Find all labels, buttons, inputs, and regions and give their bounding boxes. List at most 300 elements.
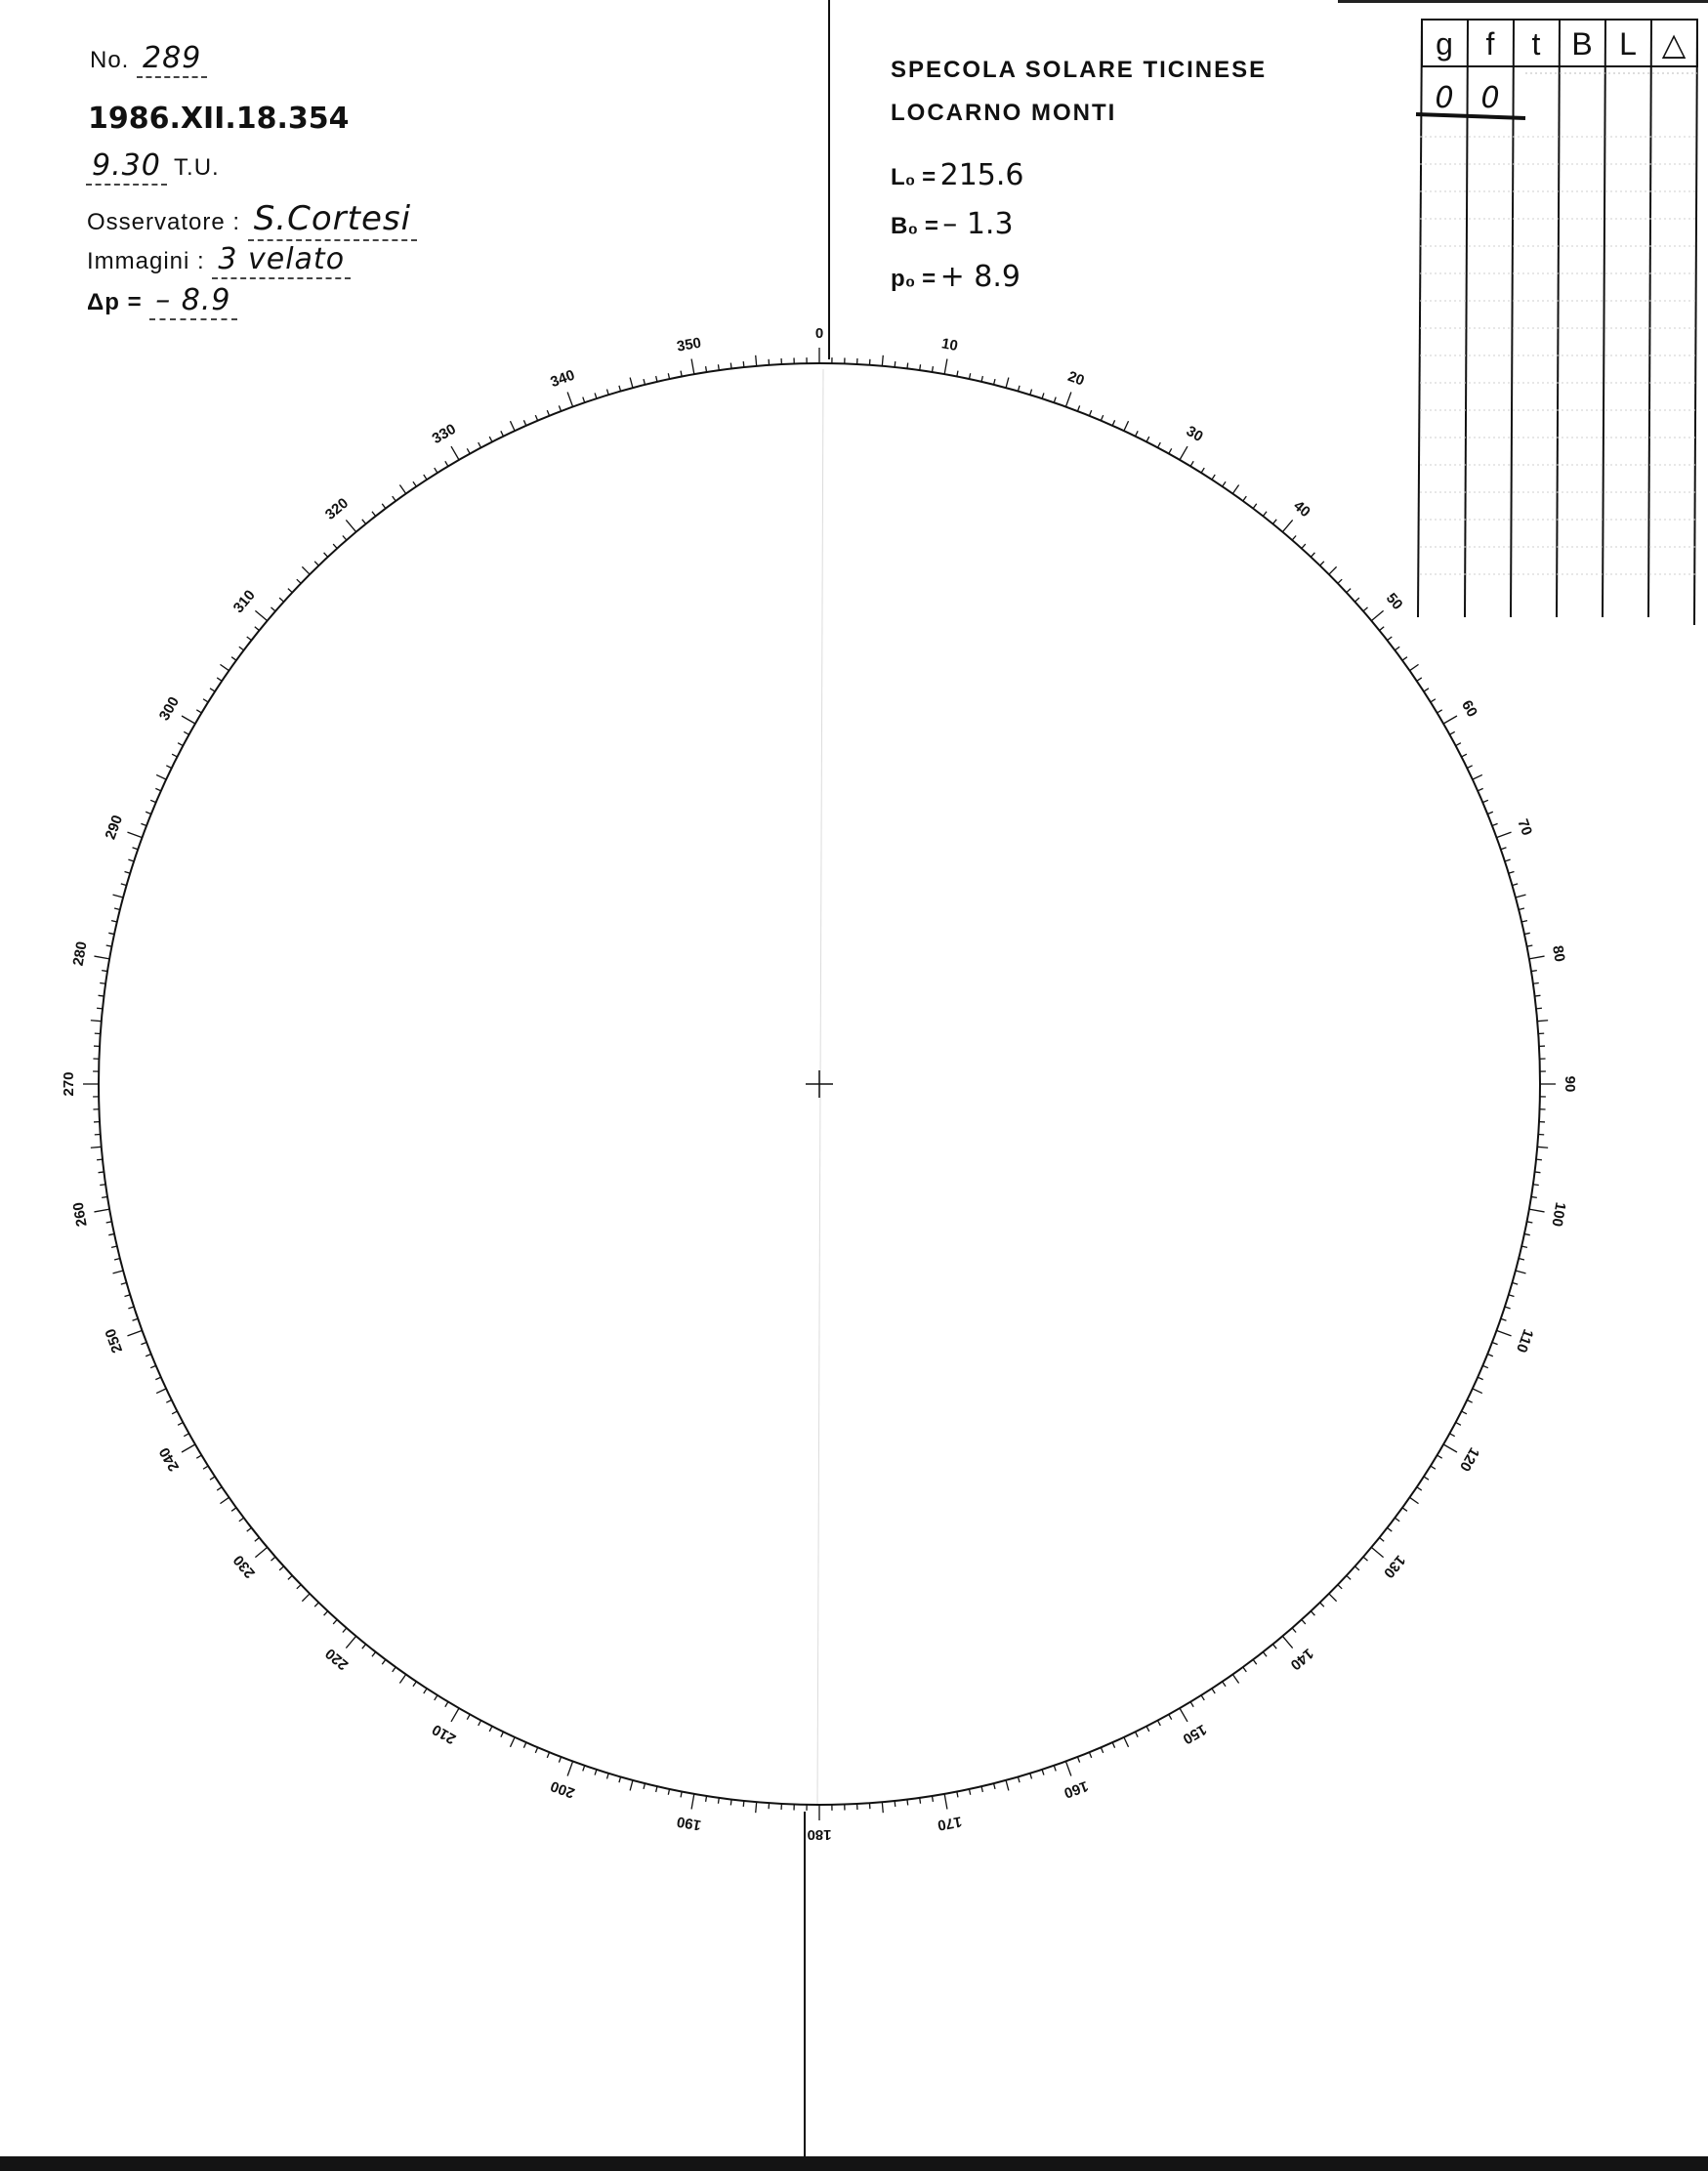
degree-tick: [467, 1714, 470, 1719]
degree-tick: [288, 589, 292, 593]
table-header-delta: △: [1661, 26, 1687, 62]
degree-tick: [196, 710, 201, 713]
number-value: 289: [137, 41, 207, 78]
degree-tick: [668, 1789, 669, 1795]
l0-label: L₀ =: [891, 164, 937, 190]
degree-tick: [99, 995, 104, 996]
degree-tick: [1519, 908, 1524, 909]
degree-tick: [146, 812, 151, 814]
degree-tick: [1253, 1659, 1257, 1664]
degree-tick: [1212, 475, 1215, 480]
degree-tick: [479, 1721, 481, 1726]
degree-tick: [99, 1172, 104, 1173]
degree-tick: [1449, 731, 1454, 734]
degree-tick: [393, 1667, 396, 1672]
degree-tick: [1473, 774, 1482, 779]
degree-tick: [583, 1766, 585, 1772]
degree-tick: [247, 1527, 252, 1531]
degree-tick: [501, 1732, 504, 1736]
degree-tick: [94, 1209, 109, 1212]
degree-tick: [399, 1675, 405, 1684]
degree-tick: [1201, 1695, 1204, 1700]
degree-tick: [1136, 431, 1139, 436]
degree-tick: [346, 1636, 355, 1648]
degree-tick: [1456, 1422, 1461, 1425]
degree-tick: [399, 484, 405, 493]
degree-tick: [133, 1318, 139, 1320]
degree-tick: [1492, 823, 1498, 825]
degree-tick: [619, 1776, 621, 1782]
l0-value: 215.6: [939, 158, 1024, 192]
degree-tick: [994, 379, 995, 385]
degree-tick: [196, 1455, 201, 1458]
degree-tick: [691, 1794, 694, 1810]
degree-tick: [1292, 536, 1296, 541]
degree-tick: [172, 754, 177, 757]
degree-tick: [141, 823, 146, 825]
degree-label-150: 150: [1180, 1720, 1210, 1748]
degree-tick: [333, 544, 337, 548]
degree-tick: [1042, 1770, 1044, 1775]
degree-tick: [1496, 832, 1511, 837]
degree-tick: [907, 1800, 908, 1806]
degree-tick: [382, 1659, 386, 1664]
degree-label-90: 90: [1562, 1075, 1579, 1093]
degree-tick: [595, 1770, 597, 1775]
degree-tick: [239, 647, 244, 650]
degree-tick: [706, 366, 707, 372]
degree-tick: [1417, 1487, 1422, 1490]
degree-label-210: 210: [429, 1720, 459, 1748]
degree-tick: [1516, 1271, 1526, 1273]
degree-tick: [125, 1295, 131, 1297]
degree-label-80: 80: [1549, 943, 1568, 964]
degree-tick: [1371, 610, 1383, 620]
table-header-t: t: [1531, 26, 1541, 62]
degree-tick: [1302, 544, 1306, 548]
degree-tick: [630, 378, 633, 389]
degree-label-300: 300: [155, 693, 184, 724]
degree-tick: [1529, 1209, 1545, 1212]
scan-border-bottom: [0, 2156, 1708, 2171]
degree-label-190: 190: [675, 1813, 703, 1834]
degree-tick: [324, 1611, 328, 1615]
degree-tick: [127, 832, 142, 837]
degree-label-340: 340: [548, 366, 577, 392]
degree-tick: [121, 884, 127, 886]
degree-tick: [1437, 1455, 1442, 1458]
degree-tick: [1190, 1702, 1193, 1707]
date-value: 1986.XII.18.354: [88, 102, 350, 136]
degree-tick: [1380, 1537, 1385, 1541]
degree-tick: [743, 361, 744, 367]
p0-label: p₀ =: [891, 266, 937, 292]
degree-tick: [435, 468, 437, 473]
degree-tick: [220, 664, 229, 670]
degree-tick: [1018, 386, 1020, 392]
degree-tick: [1529, 956, 1545, 959]
degree-tick: [231, 657, 236, 661]
row1-bottom-line: [1416, 114, 1525, 118]
degree-tick: [1243, 1667, 1247, 1672]
degree-tick: [1006, 1780, 1009, 1791]
degree-label-130: 130: [1380, 1551, 1409, 1582]
degree-tick: [1124, 421, 1129, 431]
degree-tick: [1157, 1721, 1160, 1726]
degree-tick: [681, 371, 682, 377]
degree-tick: [255, 1537, 260, 1541]
degree-tick: [1462, 754, 1467, 757]
degree-tick: [94, 956, 109, 959]
degree-tick: [166, 1400, 171, 1403]
degree-tick: [1443, 1444, 1457, 1452]
degree-label-100: 100: [1548, 1200, 1569, 1229]
degree-tick: [362, 520, 366, 524]
degree-label-180: 180: [807, 1826, 832, 1844]
degree-tick: [718, 1798, 719, 1804]
degree-tick: [547, 1752, 549, 1758]
degree-tick: [1253, 504, 1257, 509]
degree-tick: [895, 1801, 896, 1807]
degree-tick: [156, 1389, 166, 1394]
degree-tick: [1042, 393, 1044, 398]
degree-tick: [1437, 710, 1442, 713]
degree-tick: [255, 627, 260, 631]
table-cell-g: 0: [1435, 81, 1454, 115]
degree-tick: [1180, 446, 1187, 460]
degree-tick: [1482, 1365, 1488, 1367]
degree-tick: [203, 699, 208, 702]
degree-tick: [100, 1185, 105, 1186]
degree-label-120: 120: [1455, 1444, 1483, 1475]
degree-tick: [302, 1594, 310, 1602]
degree-tick: [1054, 397, 1056, 403]
degree-tick: [333, 1619, 337, 1623]
degree-tick: [981, 376, 982, 382]
degree-tick: [1292, 1628, 1296, 1633]
degree-tick: [730, 1800, 731, 1806]
degree-tick: [957, 1791, 958, 1797]
degree-tick: [969, 373, 970, 379]
table-header-b: B: [1571, 26, 1593, 62]
degree-label-30: 30: [1183, 422, 1206, 445]
degree-tick: [882, 1802, 883, 1813]
observer-label: Osservatore :: [87, 209, 241, 235]
degree-tick: [1169, 1714, 1172, 1719]
degree-tick: [567, 1761, 572, 1775]
degree-tick: [128, 1307, 134, 1309]
b0-label: B₀ =: [891, 213, 938, 239]
degree-tick: [1526, 1222, 1532, 1223]
images-label: Immagini :: [87, 248, 205, 274]
degree-label-270: 270: [60, 1071, 77, 1097]
degree-tick: [210, 1477, 215, 1480]
degree-tick: [489, 437, 492, 441]
degree-tick: [1030, 390, 1032, 396]
degree-tick: [1212, 1689, 1215, 1693]
degree-tick: [1410, 1497, 1419, 1503]
degree-tick: [547, 410, 549, 416]
degree-tick: [288, 1575, 292, 1579]
degree-tick: [1501, 848, 1507, 850]
degree-tick: [255, 610, 267, 620]
degree-tick: [97, 1159, 103, 1160]
degree-label-280: 280: [69, 939, 91, 968]
degree-tick: [156, 774, 166, 779]
degree-tick: [1505, 1307, 1511, 1309]
degree-tick: [1101, 1747, 1103, 1753]
scan-border-top: [1338, 0, 1708, 3]
degree-label-250: 250: [102, 1326, 127, 1356]
degree-tick: [1482, 800, 1488, 802]
central-meridian: [817, 369, 823, 1807]
degree-tick: [1371, 1547, 1383, 1557]
degree-tick: [1533, 982, 1539, 983]
degree-tick: [656, 1786, 657, 1792]
degree-tick: [1478, 1377, 1482, 1379]
degree-tick: [944, 1794, 947, 1810]
degree-tick: [1492, 1342, 1498, 1344]
degree-tick: [656, 376, 657, 382]
degree-tick: [1424, 689, 1429, 691]
observer-value: S.Cortesi: [248, 199, 417, 241]
degree-tick: [1512, 884, 1518, 886]
degree-label-110: 110: [1513, 1326, 1537, 1356]
degree-tick: [1462, 1411, 1467, 1414]
degree-tick: [1537, 1021, 1548, 1022]
degree-tick: [108, 933, 114, 934]
degree-tick: [314, 562, 318, 565]
degree-tick: [182, 716, 195, 724]
degree-tick: [346, 520, 355, 531]
degree-tick: [133, 848, 139, 850]
degree-tick: [106, 1222, 112, 1223]
degree-tick: [1363, 607, 1368, 611]
degree-tick: [606, 390, 608, 396]
degree-tick: [1006, 378, 1009, 389]
degree-tick: [559, 405, 561, 411]
time-value: 9.30: [86, 148, 167, 186]
table-header-l: L: [1619, 26, 1637, 62]
degree-tick: [1030, 1774, 1032, 1779]
degree-tick: [1263, 512, 1267, 517]
degree-label-260: 260: [69, 1200, 91, 1229]
degree-label-40: 40: [1290, 497, 1313, 522]
degree-tick: [1146, 437, 1149, 441]
p0-value: + 8.9: [939, 260, 1021, 294]
degree-tick: [114, 1259, 120, 1260]
degree-tick: [1531, 971, 1537, 972]
degree-tick: [1320, 562, 1324, 565]
degree-label-350: 350: [675, 334, 703, 355]
degree-tick: [1338, 1585, 1342, 1589]
degree-tick: [413, 1682, 416, 1687]
degree-tick: [756, 355, 757, 366]
degree-tick: [1526, 945, 1532, 946]
degree-tick: [91, 1147, 102, 1148]
degree-tick: [1180, 1708, 1187, 1722]
degree-tick: [184, 1434, 188, 1437]
degree-tick: [1112, 420, 1114, 425]
degree-label-140: 140: [1286, 1645, 1317, 1674]
degree-tick: [510, 421, 515, 431]
degree-tick: [1263, 1652, 1267, 1657]
degree-tick: [1169, 448, 1172, 453]
degree-tick: [1395, 647, 1399, 650]
degree-tick: [630, 1780, 633, 1791]
degree-tick: [1449, 1434, 1454, 1437]
degree-tick: [172, 1411, 177, 1414]
degree-tick: [1521, 1246, 1527, 1247]
degree-tick: [382, 504, 386, 509]
degree-tick: [451, 1708, 459, 1722]
degree-tick: [1338, 579, 1342, 583]
degree-tick: [150, 800, 156, 802]
degree-tick: [1536, 1008, 1542, 1009]
degree-label-220: 220: [321, 1645, 353, 1674]
degree-tick: [1402, 657, 1407, 661]
degree-tick: [1065, 392, 1070, 406]
degree-tick: [113, 1271, 124, 1273]
degree-tick: [111, 921, 117, 922]
degree-tick: [178, 743, 183, 746]
degree-tick: [91, 1021, 102, 1022]
degree-tick: [1505, 859, 1511, 861]
degree-tick: [619, 386, 621, 392]
degree-tick: [1501, 1318, 1507, 1320]
degree-tick: [231, 1508, 236, 1512]
degree-tick: [1282, 520, 1292, 531]
degree-tick: [932, 366, 933, 372]
degree-tick: [1329, 1594, 1337, 1602]
degree-tick: [691, 358, 694, 374]
degree-tick: [106, 945, 112, 946]
degree-label-60: 60: [1458, 697, 1481, 721]
degree-tick: [125, 871, 131, 873]
degree-tick: [1487, 812, 1493, 814]
degree-label-10: 10: [939, 335, 960, 355]
degree-tick: [1311, 1611, 1314, 1615]
degree-tick: [1431, 699, 1436, 702]
degree-tick: [1388, 637, 1393, 641]
degree-tick: [718, 364, 719, 370]
degree-tick: [1320, 1603, 1324, 1607]
degree-label-230: 230: [229, 1551, 259, 1582]
degree-tick: [1509, 1295, 1515, 1297]
degree-tick: [1519, 1259, 1524, 1260]
degree-tick: [1380, 627, 1385, 631]
degree-tick: [279, 598, 283, 602]
degree-tick: [166, 766, 171, 769]
degree-tick: [182, 1444, 195, 1452]
degree-tick: [920, 1798, 921, 1804]
degree-tick: [203, 1466, 208, 1469]
degree-tick: [1201, 468, 1204, 473]
degree-tick: [1509, 871, 1515, 873]
degree-tick: [1531, 1196, 1537, 1197]
degree-tick: [1521, 921, 1527, 922]
degree-tick: [1302, 1619, 1306, 1623]
degree-tick: [1431, 1466, 1436, 1469]
degree-tick: [510, 1737, 515, 1747]
degree-tick: [1478, 788, 1482, 790]
degree-tick: [895, 361, 896, 367]
table-header-g: g: [1436, 26, 1453, 62]
degree-tick: [1101, 415, 1103, 421]
degree-tick: [559, 1757, 561, 1763]
degree-tick: [1512, 1282, 1518, 1284]
b0-value: – 1.3: [942, 207, 1014, 241]
degree-label-240: 240: [155, 1444, 184, 1475]
degree-tick: [1354, 1566, 1358, 1570]
degree-tick: [121, 1282, 127, 1284]
degree-tick: [178, 1422, 183, 1425]
number-label: No.: [90, 47, 130, 73]
degree-tick: [1232, 1675, 1238, 1684]
degree-tick: [445, 1702, 448, 1707]
time-unit: T.U.: [174, 154, 220, 181]
degree-tick: [535, 1747, 537, 1753]
degree-tick: [413, 481, 416, 486]
degree-tick: [100, 982, 105, 983]
degree-tick: [1232, 484, 1238, 493]
degree-tick: [302, 566, 310, 574]
degree-tick: [1424, 1477, 1429, 1480]
degree-tick: [1467, 766, 1472, 769]
degree-tick: [583, 397, 585, 403]
degree-tick: [644, 1783, 645, 1789]
degree-tick: [102, 971, 107, 972]
spot-count-table: [1416, 20, 1697, 625]
table-cell-f: 0: [1480, 81, 1500, 115]
degree-tick: [756, 1802, 757, 1813]
degree-tick: [1535, 1172, 1541, 1173]
degree-tick: [343, 536, 347, 541]
degree-tick: [393, 496, 396, 501]
degree-tick: [1190, 461, 1193, 466]
degree-tick: [1223, 481, 1226, 486]
degree-tick: [445, 461, 448, 466]
degree-tick: [535, 415, 537, 421]
degree-tick: [1347, 589, 1351, 593]
degree-tick: [424, 475, 427, 480]
degree-tick: [97, 1008, 103, 1009]
degree-tick: [451, 446, 459, 460]
degree-tick: [981, 1786, 982, 1792]
degree-tick: [217, 678, 222, 681]
degree-tick: [324, 553, 328, 557]
degree-label-20: 20: [1065, 367, 1087, 390]
degree-label-290: 290: [102, 813, 127, 842]
degree-tick: [1018, 1776, 1020, 1782]
degree-tick: [150, 1365, 156, 1367]
degree-tick: [1112, 1742, 1114, 1747]
degree-tick: [523, 1742, 525, 1747]
degree-tick: [994, 1783, 995, 1789]
degree-tick: [1311, 553, 1314, 557]
degree-tick: [743, 1801, 744, 1807]
observatory-name: SPECOLA SOLARE TICINESE: [891, 57, 1268, 83]
degree-tick: [969, 1789, 970, 1795]
degree-tick: [1146, 1727, 1149, 1732]
degree-tick: [255, 1547, 267, 1557]
degree-tick: [1136, 1732, 1139, 1736]
degree-tick: [127, 1330, 142, 1335]
degree-tick: [523, 420, 525, 425]
degree-tick: [595, 393, 597, 398]
degree-tick: [217, 1487, 222, 1490]
degree-tick: [567, 392, 572, 406]
